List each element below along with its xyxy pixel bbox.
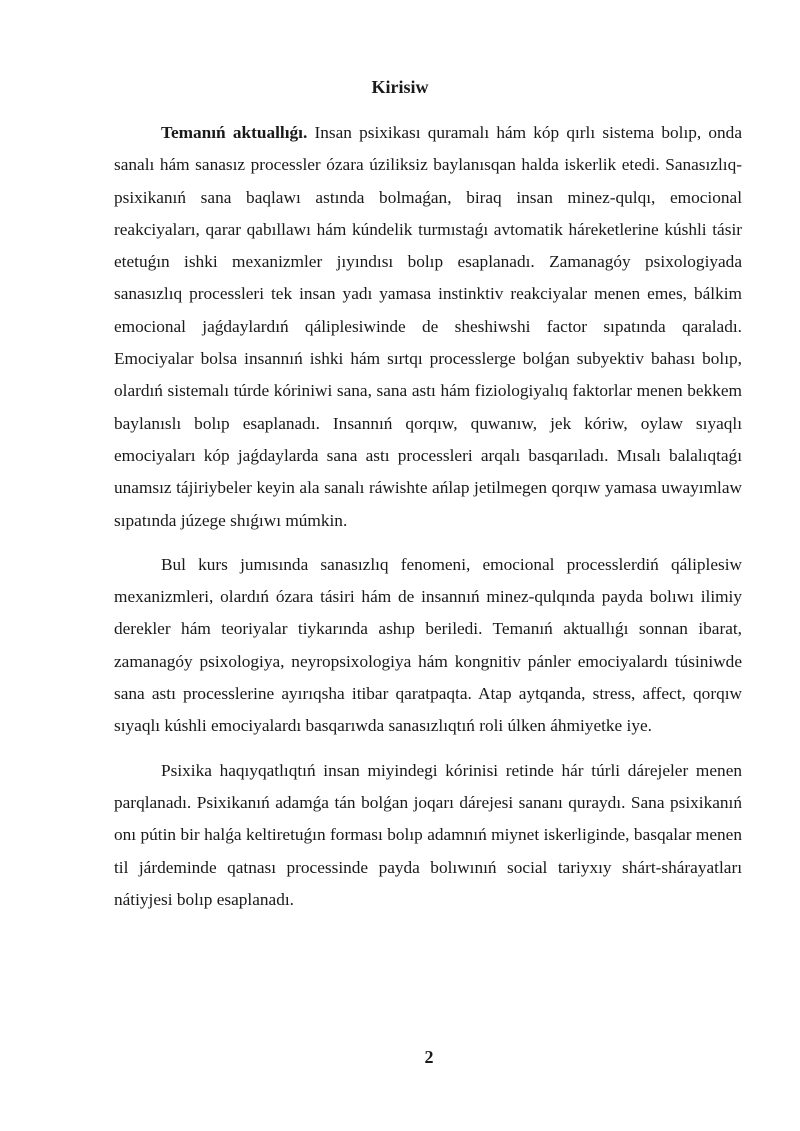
paragraph-psyche: Psixika haqıyqatlıqtıń insan miyindegi kórinisi retinde hár túrli dárejeler menen parqlanadı. Psixikanıń adamǵa tán bolǵan joqarı dárejesi sananı quraydı. Sana psixikanıń onı pútin bir halǵa keltiretuǵın forması bolıp adamnıń miynet iskerliginde, basqalar menen til járdeminde qatnası processinde payda bolıwınıń social tariyxıy shárt-shárayatları nátiyjesi bolıp esaplanadı. — [114, 760, 742, 909]
paragraph-text: Insan psixikası quramalı hám kóp qırlı sistema bolıp, onda sanalı hám sanasız processler ózara úziliksiz baylanısqan halda iskerlik etedi. Sanasızlıq-psixikanıń sana baqlawı astında bolmaǵan, biraq insan minez-qulqı, emocional reakciyaları, qarar qabıllawı hám kúndelik turmıstaǵı avtomatik háreketlerine kúshli tásir etetuǵın ishki mexanizmler jıyındısı bolıp esaplanadı. Zamanagóy psixologiyada sanasızlıq processleri tek insan yadı yamasa instinktiv reakciyalar menen emes, bálkim emocional jaǵdaylardıń qáliplesiwinde de sheshiwshi factor sıpatında qaraladı. Emociyalar bolsa insannıń ishki hám sırtqı processlerge bolǵan subyektiv bahası bolıp, olardıń sistemalı túrde kóriniwi sana, sana astı hám fiziologiyalıq faktorlar menen bekkem baylanıslı bolıp esaplanadı. Insannıń qorqıw, quwanıw, jek kóriw, oylaw sıyaqlı emociyaları kóp jaǵdaylarda sana astı processleri arqalı basqarıladı. Mısalı balalıqtaǵı unamsız tájiriybeler keyin ala sanalı ráwishte ańlap jetilmegen qorqıw yamasa uwayımlaw sıpatında júzege shıǵıwı múmkin. — [114, 123, 742, 530]
paragraph-lead-heading: Temanıń aktuallıǵı. — [161, 123, 308, 142]
paragraph-course-work: Bul kurs jumısında sanasızlıq fenomeni, emocional processlerdiń qáliplesiw mexanizmleri, olardıń ózara tásiri hám de insannıń minez-qulqında payda bolıwı ilimiy derekler hám teoriyalar tiykarında ashıp beriledi. Temanıń aktuallıǵı sonnan ibarat, zamanagóy psixologiya, neyropsixologiya hám kongnitiv pánler emociyalardı túsiniwde sana astı processlerine ayırıqsha itibar qaratpaqta. Atap aytqanda, stress, affect, qorqıw sıyaqlı kúshli emociyalardı basqarıwda sanasızlıqtıń roli úlken áhmiyetke iye. — [114, 554, 742, 736]
page-number: 2 — [424, 1047, 434, 1067]
page-title: Kirisiw — [371, 77, 429, 97]
document-body — [114, 117, 742, 916]
paragraph-relevance — [114, 117, 742, 537]
